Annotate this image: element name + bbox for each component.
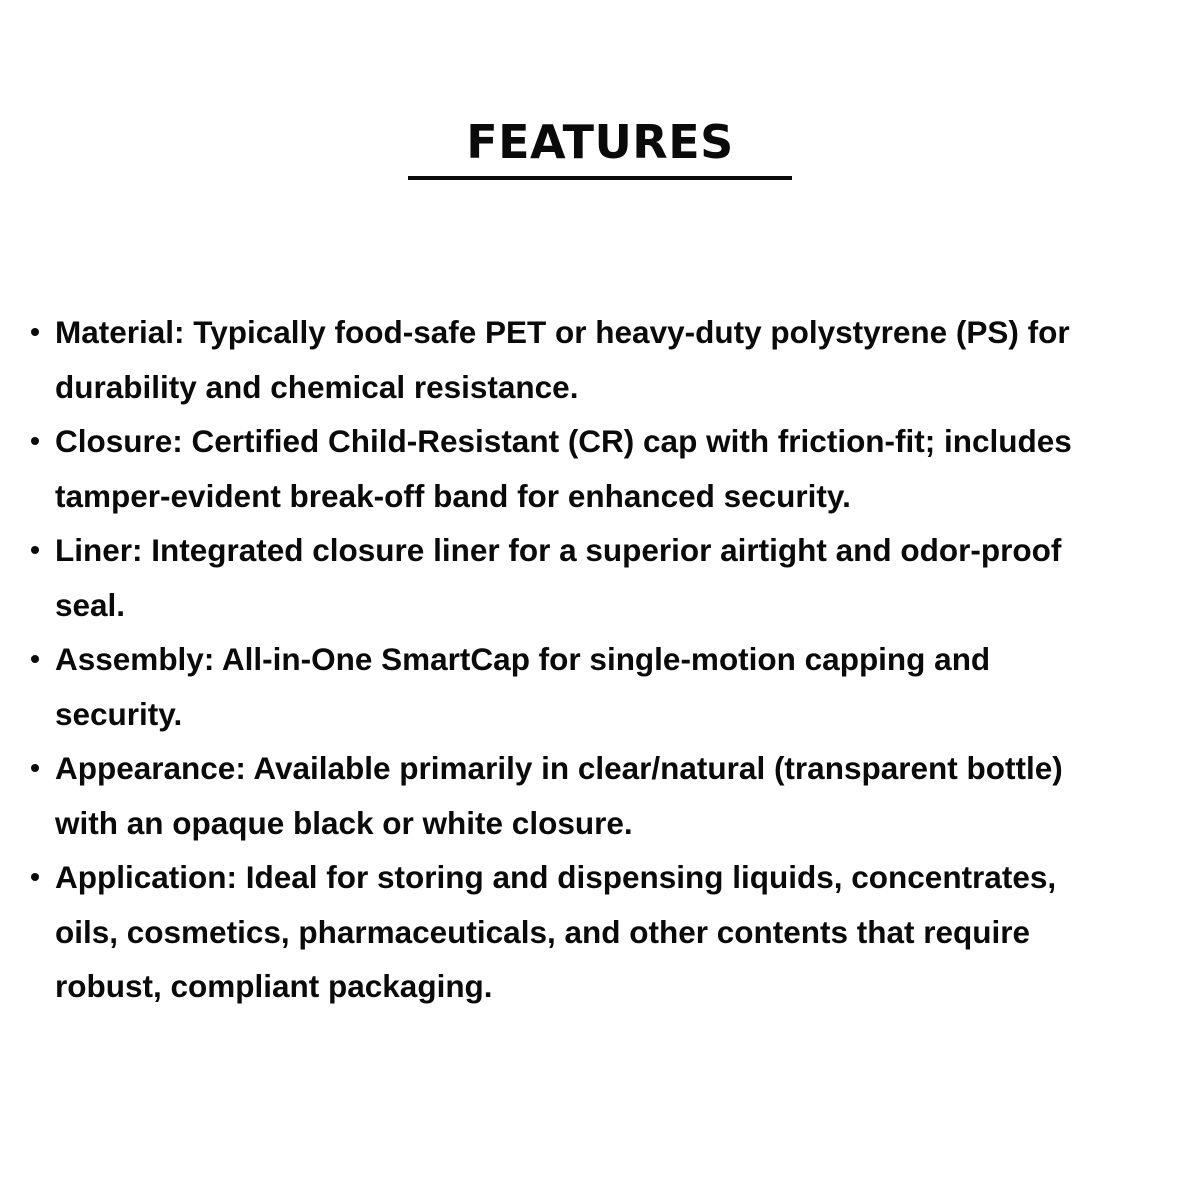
feature-text-line: Liner: Integrated closure liner for a superior airtight and odor-proof [55,532,1062,568]
feature-text-line: Closure: Certified Child-Resistant (CR) cap with friction-fit; includes [55,423,1072,459]
feature-text-line: tamper-evident break-off band for enhanced security. [55,477,851,514]
features-heading: FEATURES [466,115,734,169]
feature-item-liner [0,523,1200,632]
feature-text-line: seal. [55,586,126,623]
bullet-icon [31,328,39,336]
bullet-icon [31,546,39,554]
bullet-icon [31,437,39,445]
feature-text-line: security. [55,695,183,732]
bullet-icon [31,873,39,881]
feature-text-line: Application: Ideal for storing and dispensing liquids, concentrates, [55,859,1057,895]
feature-text-line: oils, cosmetics, pharmaceuticals, and other contents that require [55,913,1031,950]
bullet-icon [31,655,39,663]
bullet-icon [31,764,39,772]
heading-container [408,112,792,172]
feature-text-line: Material: Typically food-safe PET or heavy-duty polystyrene (PS) for [55,314,1070,350]
feature-item-appearance [0,741,1200,850]
feature-text-line: durability and chemical resistance. [55,368,579,405]
feature-item-assembly [0,632,1200,741]
feature-text-line: robust, compliant packaging. [55,968,493,1004]
feature-item-material [0,305,1200,414]
features-list [0,305,1200,1014]
feature-item-application [0,850,1200,1014]
feature-item-closure [0,414,1200,523]
feature-text-line: with an opaque black or white closure. [55,804,633,841]
feature-text-line: Assembly: All-in-One SmartCap for single-motion capping and [55,641,991,677]
heading-underline [408,176,792,180]
feature-text-line: Appearance: Available primarily in clear/natural (transparent bottle) [55,750,1063,786]
